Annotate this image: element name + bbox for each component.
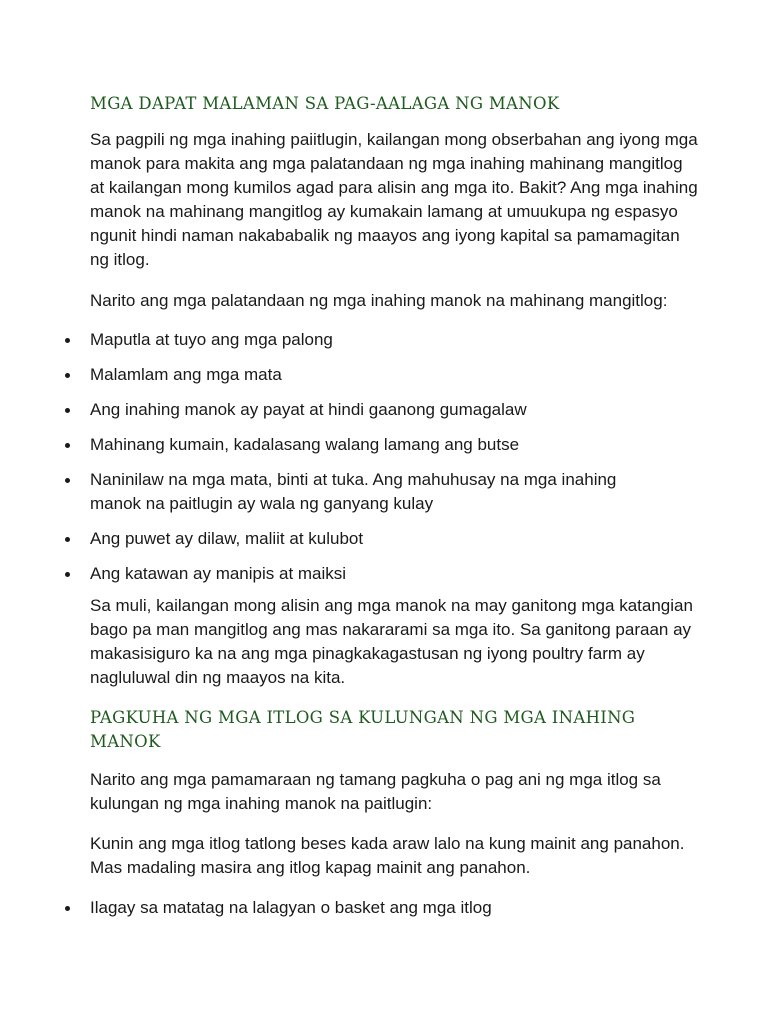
bullet-icon xyxy=(65,408,70,413)
bullet-icon xyxy=(65,443,70,448)
bullet-icon xyxy=(65,537,70,542)
bullet-icon xyxy=(65,906,70,911)
bullet-icon xyxy=(65,572,70,577)
list-item: Ilagay sa matatag na lalagyan o basket ang mga itlog xyxy=(90,896,700,920)
bullet-icon xyxy=(65,478,70,483)
list-item: Ang inahing manok ay payat at hindi gaanong gumagalaw xyxy=(90,398,700,422)
signs-intro-paragraph: Narito ang mga palatandaan ng mga inahing manok na mahinang mangitlog: xyxy=(90,291,668,310)
list-item: Naninilaw na mga mata, binti at tuka. Ang mahuhusay na mga inahing manok na paitlugin ay wala ng ganyang kulay xyxy=(90,468,700,516)
list-item: Ang puwet ay dilaw, maliit at kulubot xyxy=(90,527,700,551)
harvest-intro-paragraph: Narito ang mga pamamaraan ng tamang pagkuha o pag ani ng mga itlog sa kulungan ng mga inahing manok na paitlugin: xyxy=(90,770,661,813)
bullet-icon xyxy=(65,373,70,378)
closing-paragraph: Sa muli, kailangan mong alisin ang mga manok na may ganitong mga katangian bago pa man mangitlog ang mas nakararami sa mga ito. Sa ganitong paraan ay makasisiguro ka na ang mga pinagkakagastusan ng iyong poultry farm ay nagluluwal din ng maayos na kita. xyxy=(90,596,693,687)
section-heading-manok: MGA DAPAT MALAMAN SA PAG-AALAGA NG MANOK xyxy=(90,94,560,113)
section-heading-itlog: PAGKUHA NG MGA ITLOG SA KULUNGAN NG MGA INAHING MANOK xyxy=(90,708,636,751)
bullet-icon xyxy=(65,338,70,343)
document-page xyxy=(90,92,700,931)
harvest-step-paragraph: Kunin ang mga itlog tatlong beses kada araw lalo na kung mainit ang panahon. Mas madaling masira ang itlog kapag mainit ang panahon. xyxy=(90,834,685,877)
harvest-steps-list xyxy=(90,896,700,920)
list-item: Malamlam ang mga mata xyxy=(90,363,700,387)
intro-paragraph: Sa pagpili ng mga inahing paiitlugin, kailangan mong obserbahan ang iyong mga manok para makita ang mga palatandaan ng mga inahing mahinang mangitlog at kailangan mong kumilos agad para alisin ang mga ito. Bakit? Ang mga inahing manok na mahinang mangitlog ay kumakain lamang at umuukupa ng espasyo ngunit hindi naman nakababalik ng maayos ang iyong kapital sa pamamagitan ng itlog. xyxy=(90,130,698,269)
list-item: Ang katawan ay manipis at maiksi xyxy=(90,562,700,586)
signs-list xyxy=(90,328,700,586)
list-item: Maputla at tuyo ang mga palong xyxy=(90,328,700,352)
list-item: Mahinang kumain, kadalasang walang lamang ang butse xyxy=(90,433,700,457)
